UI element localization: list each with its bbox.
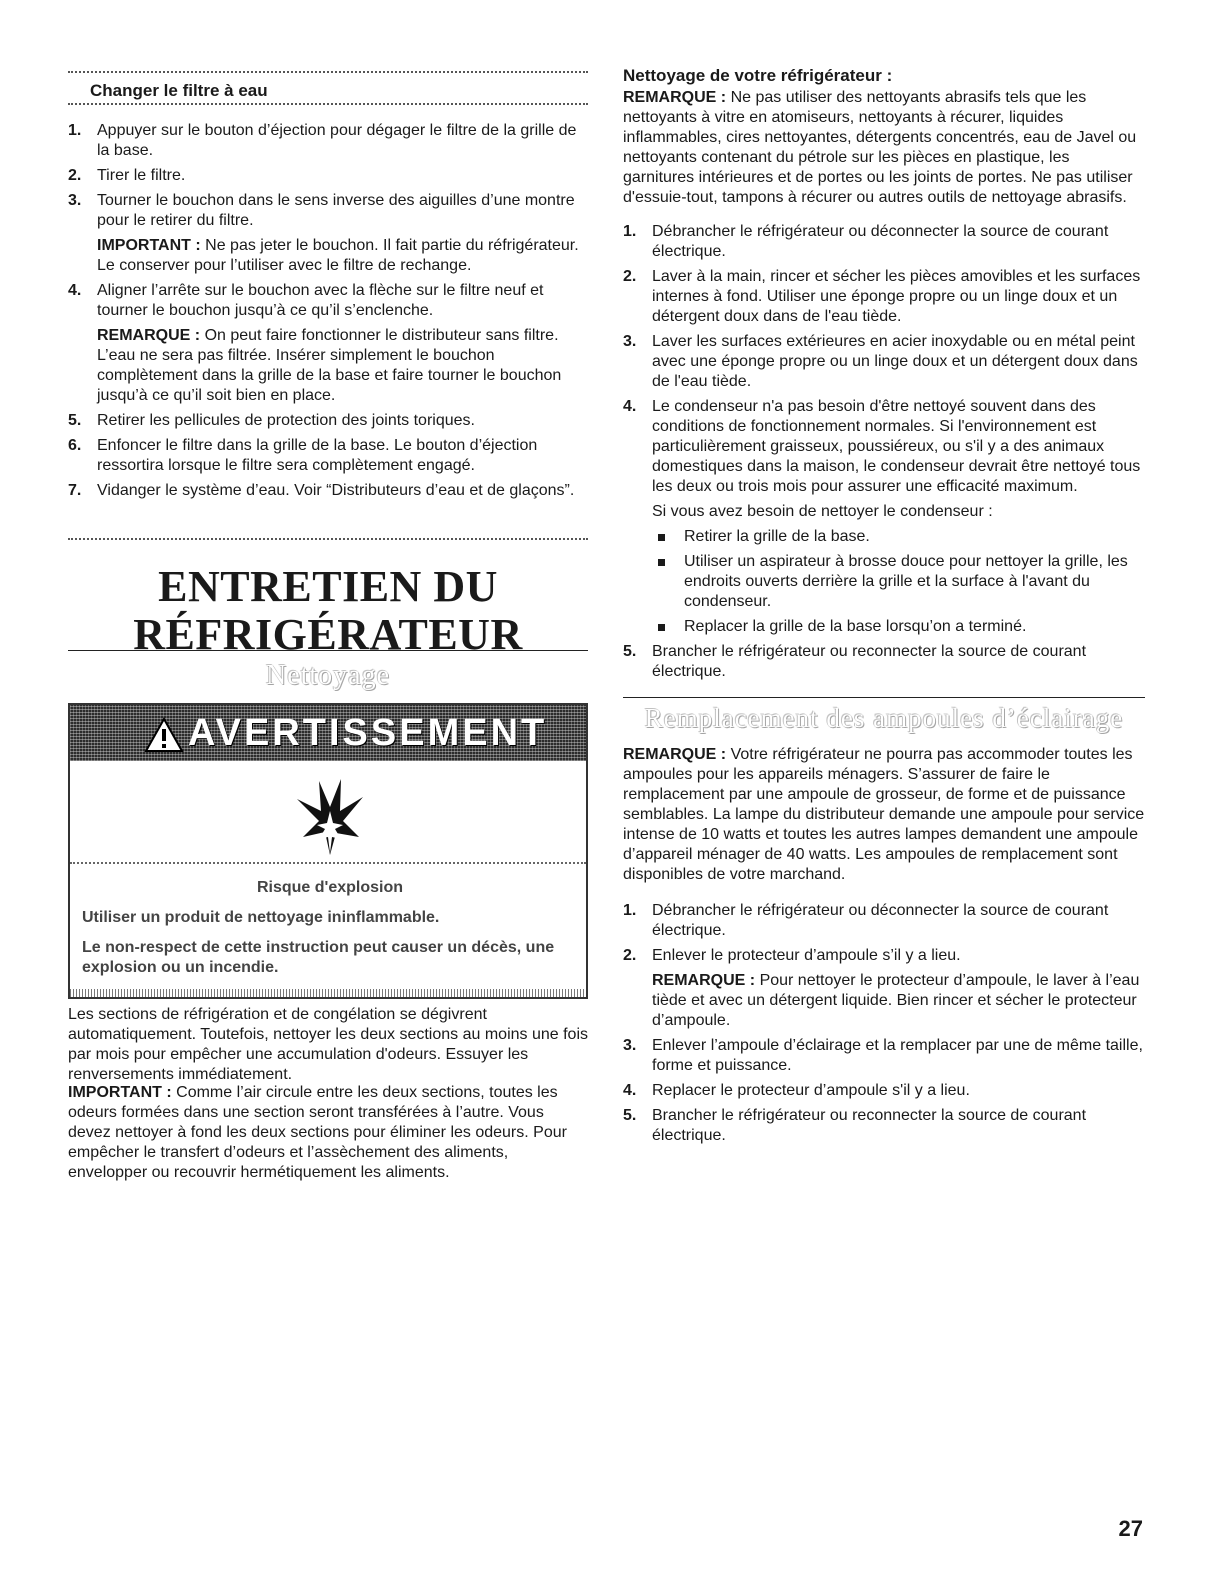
cleaning-intro: Les sections de réfrigération et de congélation se dégivrent automatiquement. Toutefois, nettoyer les deux sections au moins une fois par mois pour empêcher une accumulation d'odeurs. Essuyer les renversements immédiatement.: [68, 1006, 589, 1083]
water-filter-steps: [68, 121, 588, 506]
bulbs-heading: Remplacement des ampoules d’éclairage: [644, 703, 1124, 733]
warning-label: AVERTISSEMENT: [188, 712, 548, 754]
list-item: 2. Enlever le protecteur d’ampoule s’il y a lieu. REMARQUE : Pour nettoyer le protecteur d’ampoule, le laver à l’eau tiède et avec un détergent liquide. Bien rincer et sécher le protecteur d’ampoule.: [623, 946, 1145, 1031]
warning-separator: [70, 862, 586, 864]
list-item: 4. Le condenseur n'a pas besoin d'être nettoyé souvent dans des conditions de fonctionnement normales. Si l'environnement est particulièrement graisseux, poussiéreux, ou s'il y a des animaux domestiques dans la maison, le condenseur devrait être nettoyé tous les deux ou trois mois pour assurer une efficacité maximum. Si vous avez besoin de nettoyer le condenseur : Retirer la grille de la base. Utiliser un aspirateur à brosse douce pour nettoyer la grille, les endroits ouverts derrière la grille et la surface à l'avant du condenseur. Replacer la grille de la base lorsqu’on a terminé.: [623, 397, 1145, 637]
list-item: 6. Enfoncer le filtre dans la grille de la base. Le bouton d’éjection ressortira lorsque le filtre sera complètement engagé.: [68, 437, 538, 474]
page-number: 27: [1118, 1516, 1143, 1541]
bulbs-note: REMARQUE : Votre réfrigérateur ne pourra pas accommoder toutes les ampoules pour les appareils ménagers. S’assurer de faire le remplacement par une ampoule de grosseur, de forme et de puissance semblables. La lampe du distributeur demande une ampoule pour service intense de 10 watts et toutes les autres lampes demandent une ampoule d’appareil ménager de 40 watts. Les ampoules de remplacement sont disponibles de votre marchand.: [623, 746, 1145, 883]
list-item: 1. Débrancher le réfrigérateur ou déconnecter la source de courant électrique.: [623, 223, 1109, 260]
list-item: 5. Brancher le réfrigérateur ou reconnecter la source de courant électrique.: [623, 1107, 1087, 1144]
list-item: Retirer la grille de la base.: [652, 527, 1145, 547]
bulbs-steps: [623, 901, 1145, 1151]
title-solid-rule: [68, 650, 588, 651]
warning-line-2: Le non-respect de cette instruction peut causer un décès, une explosion ou un incendie.: [82, 939, 555, 976]
warning-header: [70, 705, 586, 761]
explosion-icon: [295, 777, 365, 857]
fridge-cleaning-steps: [623, 222, 1145, 687]
cleaning-important: IMPORTANT : Comme l’air circule entre les deux sections, toutes les odeurs formées dans une section seront transférées à l’autre. Vous devez nettoyer à fond les deux sections pour éliminer les odeurs. Pour empêcher le transfert d’odeurs et l’assèchement des aliments, envelopper ou recouvrir hermétiquement les aliments.: [68, 1084, 567, 1181]
step-note: REMARQUE : Pour nettoyer le protecteur d’ampoule, le laver à l’eau tiède et avec un détergent liquide. Bien rincer et sécher le protecteur d’ampoule.: [652, 972, 1140, 1029]
warning-footer-pattern: [70, 989, 586, 997]
cleaning-heading: Nettoyage: [265, 660, 391, 691]
condenser-intro: Si vous avez besoin de nettoyer le condenseur :: [652, 503, 993, 520]
list-item: 7. Vidanger le système d’eau. Voir “Distributeurs d’eau et de glaçons”.: [68, 482, 575, 499]
warning-triangle-icon: [144, 717, 184, 753]
step-note: REMARQUE : On peut faire fonctionner le distributeur sans filtre. L’eau ne sera pas filtrée. Insérer simplement le bouchon complètement dans la grille de la base et faire tourner le bouchon jusqu’à ce qu’il soit bien en place.: [97, 327, 562, 404]
main-title: ENTRETIEN DU RÉFRIGÉRATEUR: [133, 562, 523, 659]
fridge-cleaning-title: Nettoyage de votre réfrigérateur :: [623, 66, 893, 85]
step-note: IMPORTANT : Ne pas jeter le bouchon. Il fait partie du réfrigérateur. Le conserver pour l’utiliser avec le filtre de rechange.: [97, 237, 579, 274]
hazard-title: Risque d'explosion: [256, 879, 404, 896]
list-item: Utiliser un aspirateur à brosse douce pour nettoyer la grille, les endroits ouverts derrière la grille et la surface à l'avant du condenseur.: [652, 552, 1145, 612]
right-solid-rule: [623, 697, 1145, 698]
warning-box: [68, 703, 588, 999]
fridge-cleaning-note: REMARQUE : Ne pas utiliser des nettoyants abrasifs tels que les nettoyants à vitre en atomiseurs, nettoyants à récurer, liquides inflammables, cires nettoyantes, détergents concentrés, eau de Javel ou nettoyants contenant du pétrole sur les pièces en plastique, les garnitures intérieures et de portes ou les joints de portes. Ne pas utiliser d'essuie-tout, tampons à récurer ou autres outils de nettoyage abrasifs.: [623, 89, 1137, 206]
list-item: 1. Débrancher le réfrigérateur ou déconnecter la source de courant électrique.: [623, 902, 1109, 939]
condenser-bullets: [652, 527, 1145, 637]
water-filter-title: Changer le filtre à eau: [90, 81, 268, 100]
list-item: 4. Aligner l’arrête sur le bouchon avec la flèche sur le filtre neuf et tourner le bouchon jusqu’à ce qu’il s’enclenche. REMARQUE : On peut faire fonctionner le distributeur sans filtre. L’eau ne sera pas filtrée. Insérer simplement le bouchon complètement dans la grille de la base et faire tourner le bouchon jusqu’à ce qu’il soit bien en place.: [68, 281, 588, 406]
list-item: 1. Appuyer sur le bouton d’éjection pour dégager le filtre de la grille de la base.: [68, 122, 577, 159]
list-item: 2. Tirer le filtre.: [68, 167, 186, 184]
list-item: 5. Retirer les pellicules de protection des joints toriques.: [68, 412, 475, 429]
list-item: 3. Enlever l’ampoule d’éclairage et la remplacer par une de même taille, forme et puissance.: [623, 1037, 1143, 1074]
top-dotted-rule: [68, 71, 588, 73]
list-item: 2. Laver à la main, rincer et sécher les pièces amovibles et les surfaces internes à fond. Utiliser une éponge propre ou un linge doux et un détergent doux dans de l'eau tiède.: [623, 268, 1141, 325]
list-item: 3. Tourner le bouchon dans le sens inverse des aiguilles d’une montre pour le retirer du filtre. IMPORTANT : Ne pas jeter le bouchon. Il fait partie du réfrigérateur. Le conserver pour l’utiliser avec le filtre de rechange.: [68, 191, 588, 276]
list-item: 5. Brancher le réfrigérateur ou reconnecter la source de courant électrique.: [623, 643, 1087, 680]
title-dotted-rule: [68, 103, 588, 105]
list-item: 3. Laver les surfaces extérieures en acier inoxydable ou en métal peint avec une éponge propre ou un linge doux et un détergent doux dans de l'eau tiède.: [623, 333, 1138, 390]
list-item: Replacer la grille de la base lorsqu’on a terminé.: [652, 617, 1145, 637]
section-dotted-rule: [68, 538, 588, 540]
list-item: 4. Replacer le protecteur d’ampoule s'il y a lieu.: [623, 1082, 970, 1099]
warning-line-1: Utiliser un produit de nettoyage ininflammable.: [82, 909, 440, 926]
